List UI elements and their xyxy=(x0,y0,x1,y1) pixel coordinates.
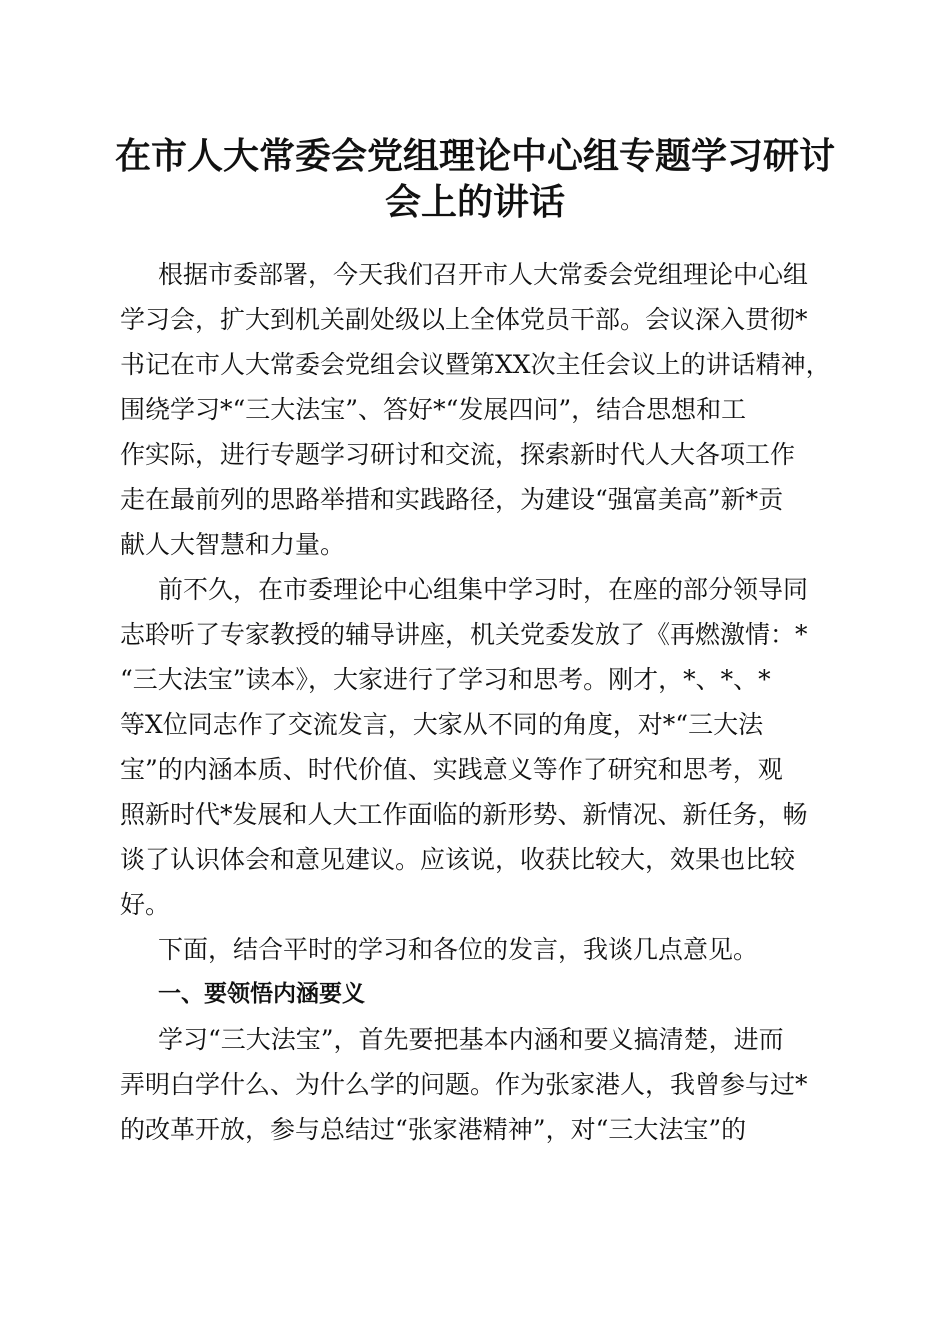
text-line: 好。 xyxy=(120,890,171,919)
text-line: 前不久，在市委理论中心组集中学习时，在座的部分领导同 xyxy=(158,575,809,604)
text-line: “三大法宝”读本》，大家进行了学习和思考。刚才，*、*、* xyxy=(120,665,771,694)
text-line: 献人大智慧和力量。 xyxy=(120,530,346,559)
document-body xyxy=(120,252,832,1152)
text-line: 志聆听了专家教授的辅导讲座，机关党委发放了《再燃激情：* xyxy=(120,620,808,649)
text-line: 等X位同志作了交流发言，大家从不同的角度，对*“三大法 xyxy=(120,710,764,739)
text-line: 走在最前列的思路举措和实践路径，为建设“强富美高”新*贡 xyxy=(120,485,784,514)
text-line: 作实际，进行专题学习研讨和交流，探索新时代人大各项工作 xyxy=(120,440,796,469)
text-line: 围绕学习*“三大法宝”、答好*“发展四问”，结合思想和工 xyxy=(120,395,747,424)
text-line: 宝”的内涵本质、时代价值、实践意义等作了研究和思考，观 xyxy=(120,755,783,784)
paragraph-3 xyxy=(120,927,832,972)
title-line: 在市人大常委会党组理论中心组专题学习研讨 xyxy=(114,136,835,177)
text-line: 弄明白学什么、为什么学的问题。作为张家港人，我曾参与过* xyxy=(120,1070,808,1099)
paragraph-4 xyxy=(120,1017,832,1152)
text-line: 照新时代*发展和人大工作面临的新形势、新情况、新任务，畅 xyxy=(120,800,808,829)
text-line: 的改革开放，参与总结过“张家港精神”，对“三大法宝”的 xyxy=(120,1115,747,1144)
paragraph-1 xyxy=(120,252,832,567)
text-line: 下面，结合平时的学习和各位的发言，我谈几点意见。 xyxy=(158,935,759,964)
section-heading-text: 一、要领悟内涵要义 xyxy=(158,981,365,1007)
text-line: 书记在市人大常委会党组会议暨第XX次主任会议上的讲话精神， xyxy=(120,350,831,379)
text-line: 学习“三大法宝”，首先要把基本内涵和要义搞清楚，进而 xyxy=(158,1025,784,1054)
text-line: 学习会，扩大到机关副处级以上全体党员干部。会议深入贯彻* xyxy=(120,305,808,334)
section-heading xyxy=(120,972,832,1017)
document-title xyxy=(100,134,850,226)
title-line: 会上的讲话 xyxy=(384,182,565,223)
text-line: 谈了认识体会和意见建议。应该说，收获比较大，效果也比较 xyxy=(120,845,796,874)
text-line: 根据市委部署，今天我们召开市人大常委会党组理论中心组 xyxy=(158,260,809,289)
paragraph-2 xyxy=(120,567,832,927)
